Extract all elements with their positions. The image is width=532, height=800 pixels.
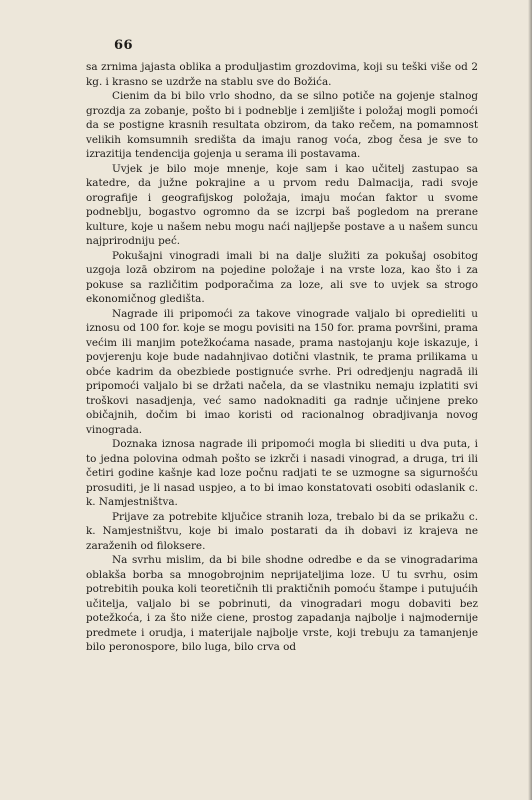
paragraph: Prijave za potrebite ključice stranih loza, trebalo bi da se prikažu c. k. Namjestništvu, koje bi imalo postarati da ih dobavi iz krajeva ne zaraženih od filoksere. (86, 510, 478, 552)
body-text (86, 60, 478, 655)
paragraph: Nagrade ili pripomoći za takove vinograde valjalo bi opredieliti u iznosu od 100 for. koje se mogu povisiti na 150 for. prama površini, prama većim ili manjim potežkoćama nasade, prama nastojanju koje iskazuje, i povjerenju koje bude nadahnjivao dotični vlastnik, te prama prilikama u obće kadrim da obezbiede postignuće svrhe. Pri odredjenju nagradā ili pripomoći valjalo bi se držati načela, da se vlastniku nemaju izplatiti svi troškovi nasadjenja, već samo nadoknaditi ga radnje učinjene preko običajnih, dočim bi imao koristi od racionalnog obradjivanja novog vinograda. (86, 307, 478, 436)
page-edge-shadow (528, 0, 532, 800)
page-number: 66 (114, 38, 134, 53)
paragraph: Doznaka iznosa nagrade ili pripomoći mogla bi sliediti u dva puta, i to jedna polovina odmah pošto se izkrči i nasadi vinograd, a druga, tri ili četiri godine kašnje kad loze počnu radjati te se uzmogne sa sigurnošću prosuditi, je li nasad uspjeo, a to bi imao konstatovati osobiti odaslanik c. k. Namjestništva. (86, 438, 478, 508)
paragraph: Pokušajni vinogradi imali bi na dalje služiti za pokušaj osobitog uzgoja lozā obzirom na pojedine položaje i na vrste loza, kao što i za pokuse sa različitim podporačima za loze, ali sve to uvjek sa strogo ekonomičnog gledišta. (86, 249, 478, 305)
paragraph: Cienim da bi bilo vrlo shodno, da se silno potiče na gojenje stalnog grozdja za zobanje, pošto bi i podneblje i zemljište i položaj mogli pomoći da se postigne krasnih resultata obzirom, da tako rečem, na pomamnost velikih komsumnih središta da imaju ranog voća, zbog česa je sve to izrazitija tendencija gojenja u serama ili postavama. (86, 90, 478, 160)
paragraph: Na svrhu mislim, da bi bile shodne odredbe e da se vinogradarima oblakša borba sa mnogobrojnim neprijateljima loze. U tu svrhu, osim potrebitih pouka koli teoretičnih tli praktičnih pomoću štampe i putujućih učitelja, valjalo bi se pobrinuti, da vinogradari mogu dobaviti bez potežkoća, i za što niže ciene, prostog zapadanja najbolje i najmodernije predmete i orudja, i materijale najbolje vrste, koji trebuju za tamanjenje bilo peronospore, bilo luga, bilo crva od (86, 554, 478, 653)
paragraph: Uvjek je bilo moje mnenje, koje sam i kao učitelj zastupao sa katedre, da južne pokrajine a u prvom redu Dalmacija, radi svoje orografije i geografijskog položaja, imaju moćan faktor u svome podneblju, bogastvo ogromno da se izcrpi baš pogledom na prerane kulture, koje u našem nebu mogu naći najljepše postave a u našem suncu najprirodniju peć. (86, 162, 478, 247)
paragraph: sa zrnima jajasta oblika a produljastim grozdovima, koji su teški više od 2 kg. i krasno se uzdrže na stablu sve do Božića. (86, 61, 478, 88)
